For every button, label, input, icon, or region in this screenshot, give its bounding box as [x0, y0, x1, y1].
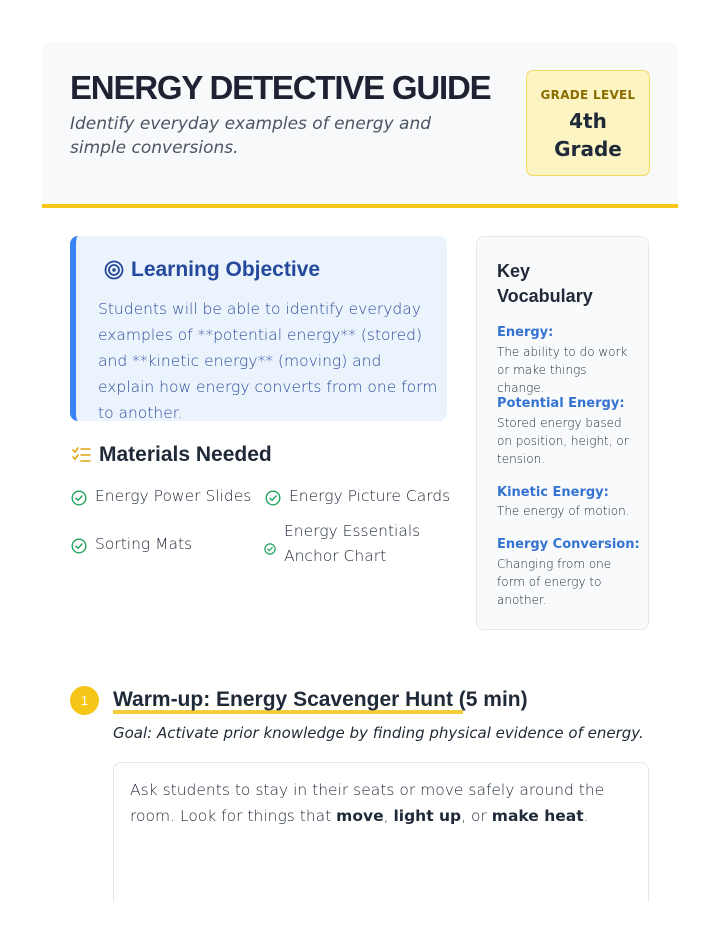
instruction-emphasis: move — [336, 807, 384, 825]
step-instructions-card — [113, 762, 649, 902]
materials-title: Materials Needed — [99, 443, 272, 466]
learning-objective-text: Students will be able to identify everyday examples of **potential energy** (stored) and **kinetic energy** (moving) and explain how energy converts from one form to another. — [98, 300, 438, 422]
step-title: Warm-up: Energy Scavenger Hunt (5 min) — [113, 688, 528, 711]
vocab-definition: Changing from one form of energy to another. — [497, 557, 612, 607]
page-subtitle: Identify everyday examples of energy and simple conversions. — [70, 114, 432, 158]
checklist-icon — [72, 446, 91, 464]
material-item — [265, 484, 450, 509]
instruction-separator: , or — [461, 807, 492, 825]
step-instructions-text — [130, 777, 630, 829]
instruction-text: Ask students to stay in their seats or move safely around the room. Look for things that — [130, 781, 605, 825]
target-icon — [104, 260, 124, 280]
grade-level-label: GRADE LEVEL — [540, 88, 636, 102]
learning-objective-heading — [104, 258, 320, 282]
vocab-term: Energy Conversion: — [497, 537, 640, 552]
instruction-emphasis: make heat — [491, 807, 584, 825]
grade-level-value: 4th Grade — [554, 109, 622, 161]
material-item — [71, 532, 192, 557]
material-item-label: Energy Essentials Anchor Chart — [284, 522, 421, 565]
key-vocabulary-card — [476, 236, 649, 630]
check-circle-icon — [71, 537, 87, 553]
materials-heading — [72, 443, 272, 467]
instruction-emphasis: light up — [393, 807, 462, 825]
check-circle-icon — [265, 489, 281, 505]
material-item-label: Energy Power Slides — [95, 487, 252, 505]
learning-objective-card — [70, 236, 447, 421]
material-item — [264, 519, 424, 569]
check-circle-icon — [71, 489, 87, 505]
vocab-definition: Stored energy based on position, height, or tension. — [497, 416, 629, 466]
vocab-term: Energy: — [497, 325, 554, 340]
vocab-term: Potential Energy: — [497, 396, 625, 411]
material-item — [71, 484, 251, 509]
step-number-badge: 1 — [70, 686, 99, 715]
grade-level-badge — [526, 70, 650, 176]
page-title: ENERGY DETECTIVE GUIDE — [70, 69, 491, 106]
check-circle-icon — [264, 538, 276, 550]
vocab-definition: The ability to do work or make things change. — [497, 345, 628, 395]
material-item-label: Sorting Mats — [95, 535, 193, 553]
learning-objective-title: Learning Objective — [131, 258, 321, 281]
instruction-end: . — [583, 807, 589, 825]
instruction-separator: , — [383, 807, 394, 825]
key-vocabulary-title: Key Vocabulary — [497, 261, 593, 306]
vocab-definition: The energy of motion. — [497, 504, 630, 518]
step-goal: Goal: Activate prior knowledge by finding physical evidence of energy. — [113, 724, 644, 742]
material-item-label: Energy Picture Cards — [289, 487, 451, 505]
vocab-term: Kinetic Energy: — [497, 485, 609, 500]
page-header — [42, 42, 678, 208]
